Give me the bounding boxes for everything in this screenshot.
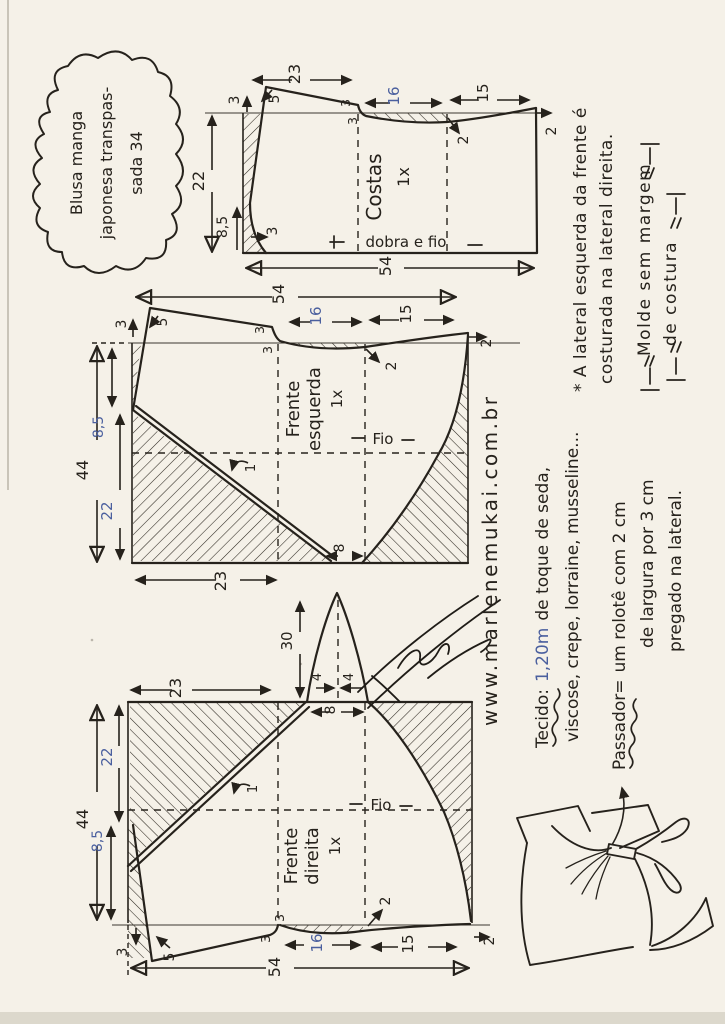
sketch-body-right xyxy=(635,859,652,945)
dim-fd-16: 16 xyxy=(308,933,326,953)
dim-fe-2-edge: 2 xyxy=(479,338,495,348)
blouse-sketch xyxy=(517,788,713,965)
piece-name-fd-2: direita xyxy=(302,827,323,885)
dim-fd-44: 44 xyxy=(73,808,92,830)
sketch-tie-upper xyxy=(636,819,689,849)
dim-fd-23: 23 xyxy=(166,677,185,699)
dim-fe-3-shoulder: 3 xyxy=(114,319,130,329)
sketch-flare xyxy=(650,898,713,950)
stamp-deco-bottom-2 xyxy=(667,342,685,380)
dim-fd-8: 8 xyxy=(323,705,339,715)
note-fabric-line1 xyxy=(533,467,553,749)
note-seam-line1: * A lateral esquerda da frente é xyxy=(571,107,591,392)
dim-costas-22: 22 xyxy=(189,170,208,192)
dim-costas-2-notch: 2 xyxy=(456,135,472,145)
piece-qty-fe: 1x xyxy=(328,389,346,409)
piece-frente-esquerda xyxy=(73,284,520,591)
note-fabric-line2: viscose, crepe, lorraine, musseline... xyxy=(563,431,583,742)
dim-costas-15: 15 xyxy=(474,83,492,103)
side-notes xyxy=(571,107,685,392)
piece-frente-direita xyxy=(73,593,498,977)
piece-qty-costas: 1x xyxy=(394,167,413,187)
dim-costas-3-shoulder: 3 xyxy=(227,95,243,105)
piece-name-fe-2: esquerda xyxy=(304,367,325,451)
piece-name-fd-1: Frente xyxy=(281,827,302,885)
loop-label: Passador= xyxy=(610,679,630,770)
sketch-gathers xyxy=(566,851,610,899)
sketch-tie-lower xyxy=(637,853,681,893)
dim-fe-22: 22 xyxy=(98,501,116,521)
pattern-title-line1: Blusa manga xyxy=(67,110,86,216)
piece-costas xyxy=(189,64,560,276)
dim-costas-54: 54 xyxy=(376,255,395,277)
dim-fd-1: 1 xyxy=(246,784,261,794)
note-loop-line1 xyxy=(610,501,630,770)
sketch-wrap-line xyxy=(552,826,611,850)
note-stamp-line1: Molde sem margem xyxy=(635,162,655,356)
dim-fe-54: 54 xyxy=(269,283,288,305)
pattern-title-line2: japonesa transpas- xyxy=(97,86,116,240)
dim-costas-16: 16 xyxy=(385,86,403,106)
pattern-title-line3: sada 34 xyxy=(127,131,146,195)
sketch-passador-loop xyxy=(607,844,636,859)
dim-fe-1: 1 xyxy=(244,463,259,473)
hatch-fd-triangle xyxy=(130,703,303,862)
dim-fe-8: 8 xyxy=(332,543,348,553)
dim-costas-5: 5 xyxy=(267,94,283,104)
fe-grain-label: Fio xyxy=(372,430,394,448)
dim-costas-3-neck-b: 3 xyxy=(345,117,360,125)
passador-underline-squiggle xyxy=(629,699,637,768)
dim-fd-8-5: 8,5 xyxy=(90,829,106,853)
dim-fd-22: 22 xyxy=(98,747,116,767)
dim-fd-3-shoulder: 3 xyxy=(115,947,131,957)
note-seam-line2: costurada na lateral direita. xyxy=(597,133,617,384)
dim-fd-54: 54 xyxy=(265,956,284,978)
fabric-amount: 1,20m xyxy=(533,627,553,683)
dim-fd-3-neck-a: 3 xyxy=(272,914,287,922)
stamp-deco-bottom-1 xyxy=(641,356,659,390)
dim-costas-3-hem: 3 xyxy=(265,226,281,236)
sketch-left-sleeve xyxy=(517,806,590,843)
dim-fd-4a: 4 xyxy=(310,672,325,682)
piece-qty-fd: 1x xyxy=(326,836,344,856)
dim-fe-3-neck-b: 3 xyxy=(260,346,275,354)
piece-name-fe-1: Frente xyxy=(283,380,304,438)
dim-fd-2-notch: 2 xyxy=(378,896,394,906)
dim-costas-8-5: 8,5 xyxy=(215,215,231,239)
sketch-body-left xyxy=(521,843,633,965)
dim-fe-5: 5 xyxy=(155,317,171,327)
piece-name-costas: Costas xyxy=(362,153,386,221)
loop-rest: um rolotê com 2 cm xyxy=(610,501,630,673)
stamp-deco-top-2 xyxy=(667,194,685,228)
scan-edge-bottom xyxy=(0,1012,725,1024)
dim-fd-2-edge: 2 xyxy=(482,936,498,946)
hatch-fe-right xyxy=(363,336,468,562)
dim-costas-2-edge: 2 xyxy=(544,126,560,136)
dim-fe-8-5: 8,5 xyxy=(91,415,107,439)
title-cloud xyxy=(33,51,183,273)
website-url: www.marlenemukai.com.br xyxy=(478,394,502,726)
fabric-rest: de toque de seda, xyxy=(533,466,553,621)
dim-costas-3-neck-a: 3 xyxy=(338,99,353,107)
dim-fe-3-neck-a: 3 xyxy=(252,326,267,334)
note-stamp-line2: de costura xyxy=(661,240,681,346)
tecido-underline-squiggle xyxy=(552,689,560,746)
dim-fe-16: 16 xyxy=(307,306,325,326)
fabric-notes xyxy=(533,432,686,770)
dim-fd-30: 30 xyxy=(278,631,296,651)
dim-fd-5: 5 xyxy=(162,952,178,962)
dim-costas-23: 23 xyxy=(285,63,304,85)
costas-bottom-right-edge xyxy=(243,108,537,253)
fd-tie-spike xyxy=(307,593,368,702)
costas-top-shoulder-edge xyxy=(250,87,536,253)
note-loop-line2: de largura por 3 cm xyxy=(638,479,658,648)
dim-fd-15: 15 xyxy=(399,934,417,954)
dim-fe-2-notch: 2 xyxy=(384,361,400,371)
dim-fe-23: 23 xyxy=(211,570,230,592)
passador-pointer-arrow xyxy=(612,788,624,845)
dim-fd-3-neck-b: 3 xyxy=(258,935,273,943)
dim-fe-15: 15 xyxy=(397,304,415,324)
dim-fd-4b: 4 xyxy=(342,672,357,682)
note-loop-line3: pregado na lateral. xyxy=(666,489,686,652)
ink-speck xyxy=(91,639,94,642)
fd-shoulder-edge xyxy=(133,825,278,961)
fabric-label: Tecido: xyxy=(533,689,553,748)
fd-grain-label: Fio xyxy=(370,796,392,814)
dim-fe-44: 44 xyxy=(73,459,92,481)
fold-grain-label: dobra e fio xyxy=(365,233,447,251)
hatch-costas-corner xyxy=(243,203,266,253)
